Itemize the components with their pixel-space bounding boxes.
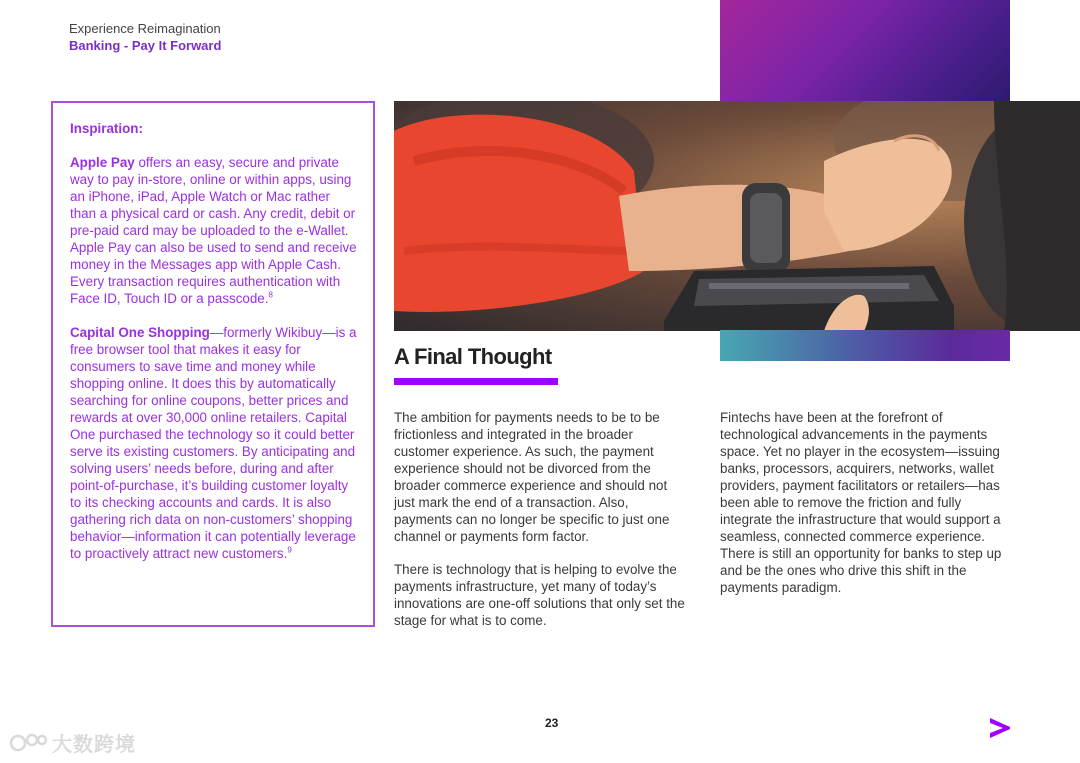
page-number: 23 xyxy=(545,716,559,730)
apple-pay-paragraph xyxy=(70,154,357,307)
body-column-left xyxy=(394,409,690,645)
watermark-logo-icon xyxy=(8,732,48,760)
body-paragraph: The ambition for payments needs to be to be frictionless and integrated in the broader customer experience. As such, the payment experience should not be divorced from the broader commerce experience and should not just mark the end of a transaction. Also, payments can no longer be specific to just one channel or payments form factor. xyxy=(394,410,670,544)
capital-one-text: —formerly Wikibuy—is a free browser tool that makes it easy for consumers to save time and money while shopping online. It does this by automatically searching for online coupons, better prices and rewards at over 30,000 online retailers. Capital One purchased the technology so it could better serve its existing customers. By anticipating and solving users’ needs before, during and after point-of-purchase, it’s building customer loyalty to its checking accounts and cards. It is also gathering rich data on non-customers’ shopping behavior—information it can potentially leverage to proactively attract new customers. xyxy=(70,325,357,561)
capital-one-name: Capital One Shopping xyxy=(70,325,210,340)
body-column-right xyxy=(720,409,1016,612)
decorative-gradient-bottom xyxy=(720,330,1010,361)
apple-pay-text: offers an easy, secure and private way to pay in-store, online or within apps, using an iPhone, iPad, Apple Watch or Mac rather than a physical card or cash. Any credit, debit or pre-paid card may be uploaded to the e-Wallet. Apple Pay can also be used to send and receive money in the Messages app with Apple Cash. Every transaction requires authentication with Face ID, Touch ID or a passcode. xyxy=(70,155,357,306)
body-paragraph: Fintechs have been at the forefront of technological advancements in the payments space. Yet no player in the ecosystem—issuing banks, processors, acquirers, networks, wallet providers, payment facilitators or retailers—has been able to remove the friction and fully integrate the infrastructure that would support a seamless, connected commerce experience. There is still an opportunity for banks to step up and be the ones who drive this shift in the payments paradigm. xyxy=(720,410,1002,595)
apple-pay-footnote-ref: 8 xyxy=(268,290,273,300)
capital-one-footnote-ref: 9 xyxy=(287,545,292,555)
section-heading: A Final Thought xyxy=(394,344,552,369)
body-paragraph: There is technology that is helping to evolve the payments infrastructure, yet many of today’s innovations are one-off solutions that only set the stage for what is to come. xyxy=(394,562,685,628)
inspiration-box xyxy=(51,101,375,627)
document-title: Banking - Pay It Forward xyxy=(69,38,222,53)
apple-pay-name: Apple Pay xyxy=(70,155,135,170)
payment-photo xyxy=(394,101,1080,331)
watermark-text: 大数跨境 xyxy=(52,734,136,756)
document-subtitle: Experience Reimagination xyxy=(69,21,221,36)
decorative-gradient-top xyxy=(720,0,1010,101)
watermark xyxy=(8,728,136,760)
heading-underline xyxy=(394,378,558,385)
next-chevron-icon[interactable] xyxy=(990,716,1012,745)
inspiration-heading: Inspiration: xyxy=(70,121,143,136)
capital-one-paragraph xyxy=(70,324,357,562)
